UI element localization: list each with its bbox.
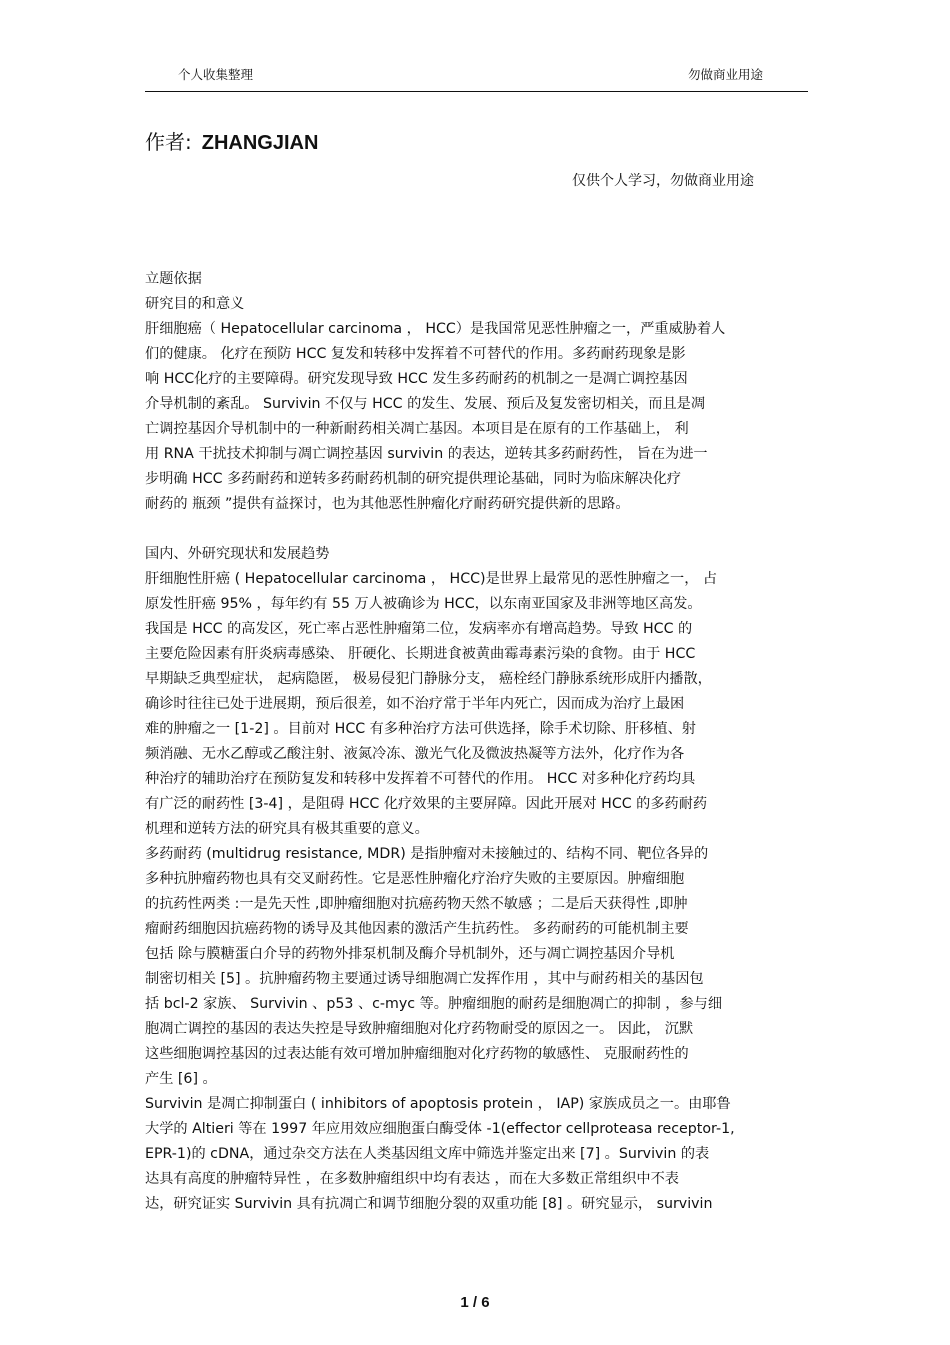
text-line: 用 RNA 干扰技术抑制与凋亡调控基因 survivin 的表达，逆转其多药耐药性， 旨在为进一 <box>145 446 708 462</box>
text-line: 机理和逆转方法的研究具有极其重要的意义。 <box>145 821 429 837</box>
page-header-left: 个人收集整理 <box>178 67 254 82</box>
text-line: 响 HCC化疗的主要障碍。研究发现导致 HCC 发生多药耐药的机制之一是凋亡调控基因 <box>145 371 688 387</box>
text-line: 步明确 HCC 多药耐药和逆转多药耐药机制的研究提供理论基础，同时为临床解决化疗 <box>145 471 682 487</box>
page-header-right: 勿做商业用途 <box>688 67 764 82</box>
text-line: EPR-1)的 cDNA，通过杂交方法在人类基因组文库中筛选并鉴定出来 [7] 。Survivin 的表 <box>145 1146 710 1162</box>
text-line: 达，研究证实 Survivin 具有抗凋亡和调节细胞分裂的双重功能 [8] 。研究显示， survivin <box>145 1196 713 1212</box>
text-line: 耐药的 瓶颈 ”提供有益探讨，也为其他恶性肿瘤化疗耐药研究提供新的思路。 <box>145 496 630 512</box>
text-line: 大学的 Altieri 等在 1997 年应用效应细胞蛋白酶受体 -1(effector cellproteasa receptor-1, <box>145 1121 735 1137</box>
text-line: 主要危险因素有肝炎病毒感染、 肝硬化、长期进食被黄曲霉毒素污染的食物。由于 HCC <box>145 646 696 662</box>
usage-notice: 仅供个人学习，勿做商业用途 <box>572 173 754 189</box>
text-line: 频消融、无水乙醇或乙酸注射、液氮冷冻、激光气化及微波热凝等方法外，化疗作为各 <box>145 746 685 762</box>
text-line: 达具有高度的肿瘤特异性 ，在多数肿瘤组织中均有表达 ，而在大多数正常组织中不表 <box>145 1171 679 1187</box>
author-line <box>145 129 318 156</box>
text-line: 多药耐药 (multidrug resistance, MDR) 是指肿瘤对未接触过的、结构不同、靶位各异的 <box>145 846 709 862</box>
text-line: 产生 [6] 。 <box>145 1071 217 1087</box>
text-line: 我国是 HCC 的高发区，死亡率占恶性肿瘤第二位，发病率亦有增高趋势。导致 HCC 的 <box>145 621 693 637</box>
author-name: ZHANGJIAN <box>201 132 319 154</box>
text-line: 种治疗的辅助治疗在预防复发和转移中发挥着不可替代的作用。 HCC 对多种化疗药均具 <box>145 771 696 787</box>
text-line: 瘤耐药细胞因抗癌药物的诱导及其他因素的激活产生抗药性。 多药耐药的可能机制主要 <box>145 921 689 937</box>
text-line: 这些细胞调控基因的过表达能有效可增加肿瘤细胞对化疗药物的敏感性、 克服耐药性的 <box>145 1046 689 1062</box>
text-line: 有广泛的耐药性 [3-4] ，是阻碍 HCC 化疗效果的主要屏障。因此开展对 HCC 的多药耐药 <box>145 796 708 812</box>
text-line: 肝细胞性肝癌 ( Hepatocellular carcinoma ， HCC)是世界上最常见的恶性肿瘤之一， 占 <box>145 571 718 587</box>
text-line: 介导机制的紊乱。 Survivin 不仅与 HCC 的发生、发展、预后及复发密切相关，而且是凋 <box>145 396 706 412</box>
text-line: 早期缺乏典型症状， 起病隐匿， 极易侵犯门静脉分支， 癌栓经门静脉系统形成肝内播散， <box>145 671 712 687</box>
text-line: 亡调控基因介导机制中的一种新耐药相关凋亡基因。本项目是在原有的工作基础上， 利 <box>145 421 689 437</box>
section-heading: 研究目的和意义 <box>145 296 245 312</box>
section-heading: 国内、外研究现状和发展趋势 <box>145 546 330 562</box>
text-line: 难的肿瘤之一 [1-2] 。目前对 HCC 有多种治疗方法可供选择，除手术切除、肝移植、射 <box>145 721 696 737</box>
text-line: 多种抗肿瘤药物也具有交叉耐药性。它是恶性肿瘤化疗治疗失败的主要原因。肿瘤细胞 <box>145 871 685 887</box>
section-heading: 立题依据 <box>145 271 202 287</box>
text-line: 胞凋亡调控的基因的表达失控是导致肿瘤细胞对化疗药物耐受的原因之一。 因此， 沉默 <box>145 1021 694 1037</box>
text-line: 们的健康。 化疗在预防 HCC 复发和转移中发挥着不可替代的作用。多药耐药现象是影 <box>145 346 686 362</box>
author-label: 作者: <box>145 130 192 154</box>
header-divider <box>145 91 808 92</box>
text-line: 原发性肝癌 95% ，每年约有 55 万人被确诊为 HCC，以东南亚国家及非洲等地区高发。 <box>145 596 702 612</box>
text-line: 的抗药性两类 :一是先天性 ,即肿瘤细胞对抗癌药物天然不敏感 ；二是后天获得性 ,即肿 <box>145 896 688 912</box>
text-line: 确诊时往往已处于进展期，预后很差，如不治疗常于半年内死亡，因而成为治疗上最困 <box>145 696 685 712</box>
text-line: 包括 除与膜糖蛋白介导的药物外排泵机制及酶介导机制外，还与凋亡调控基因介导机 <box>145 946 675 962</box>
text-line: 制密切相关 [5] 。抗肿瘤药物主要通过诱导细胞凋亡发挥作用 ，其中与耐药相关的基因包 <box>145 971 704 987</box>
page-number: 1 / 6 <box>460 1294 490 1311</box>
text-line: 括 bcl-2 家族、 Survivin 、p53 、c-myc 等。肿瘤细胞的耐药是细胞凋亡的抑制 ，参与细 <box>145 996 723 1012</box>
text-line: Survivin 是凋亡抑制蛋白 ( inhibitors of apoptosis protein ， IAP) 家族成员之一。由耶鲁 <box>145 1096 731 1112</box>
text-line: 肝细胞癌（ Hepatocellular carcinoma ， HCC）是我国常见恶性肿瘤之一，严重威胁着人 <box>145 321 726 337</box>
